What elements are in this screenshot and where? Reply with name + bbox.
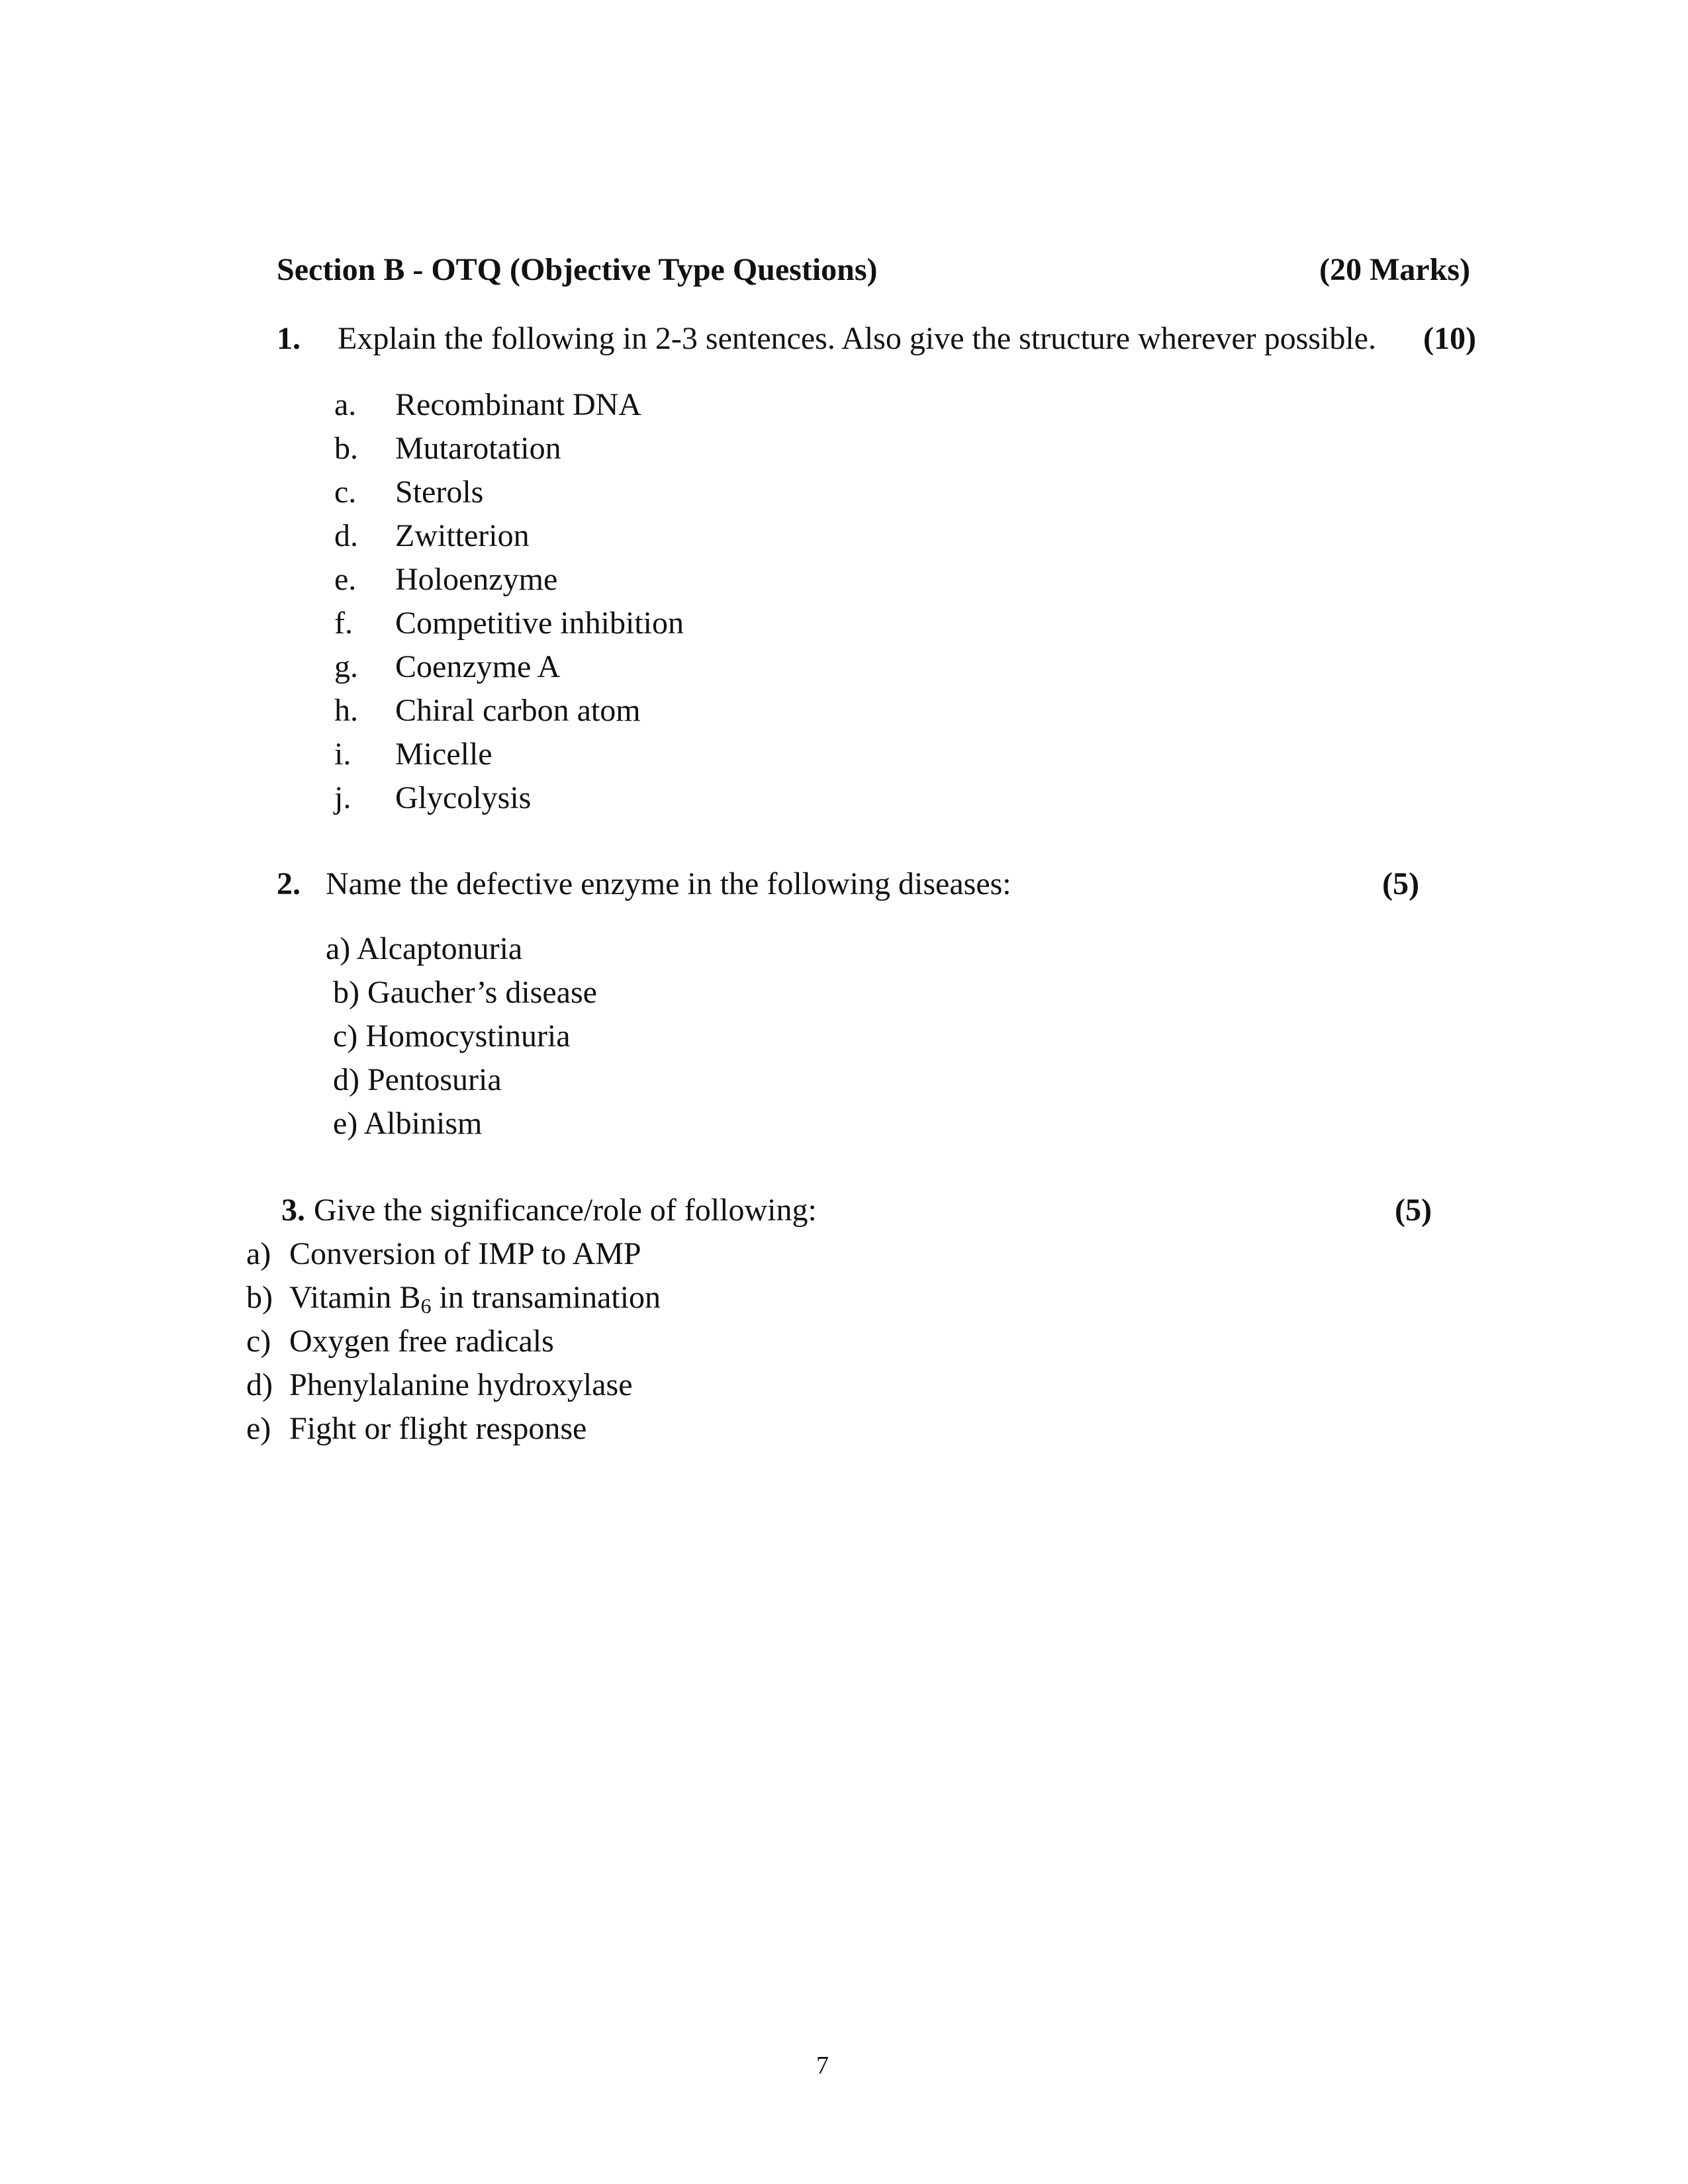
list-item-label: b.: [334, 431, 358, 466]
vitamin-subscript: 6: [420, 1294, 432, 1318]
list-item-label: a.: [334, 387, 357, 422]
list-item-label: a): [246, 1236, 271, 1271]
list-item: Sterols: [395, 475, 484, 510]
list-item: c) Homocystinuria: [333, 1019, 571, 1054]
list-item-label: e.: [334, 562, 357, 597]
q1-text: Explain the following in 2-3 sentences. Also give the structure wherever possible.: [338, 321, 1376, 356]
q2-number: 2.: [277, 866, 301, 901]
list-item: b) Gaucher’s disease: [333, 975, 597, 1010]
list-item: Fight or flight response: [289, 1411, 587, 1446]
list-item: Mutarotation: [395, 431, 561, 466]
list-item: d) Pentosuria: [333, 1062, 502, 1097]
q3-text: Give the significance/role of following:: [314, 1193, 817, 1228]
list-item: Phenylalanine hydroxylase: [289, 1367, 633, 1402]
q2-marks: (5): [1382, 866, 1419, 901]
list-item-label: c.: [334, 475, 357, 510]
list-item: Coenzyme A: [395, 649, 561, 684]
list-item: e) Albinism: [333, 1106, 483, 1141]
section-title: Section B - OTQ (Objective Type Questions): [277, 252, 878, 287]
q2-text: Name the defective enzyme in the following diseases:: [326, 866, 1011, 901]
vitamin-text-after: in transamination: [431, 1280, 661, 1315]
q3-marks: (5): [1395, 1193, 1432, 1228]
list-item: Competitive inhibition: [395, 606, 684, 641]
vitamin-text: Vitamin B: [289, 1280, 421, 1315]
list-item: a) Alcaptonuria: [326, 931, 523, 966]
list-item: Conversion of IMP to AMP: [289, 1236, 641, 1271]
list-item-label: j.: [334, 780, 352, 815]
list-item: Zwitterion: [395, 518, 530, 553]
list-item: Recombinant DNA: [395, 387, 641, 422]
list-item: Chiral carbon atom: [395, 693, 641, 728]
list-item-label: f.: [334, 606, 353, 641]
q1-marks: (10): [1423, 321, 1476, 356]
list-item: Oxygen free radicals: [289, 1324, 554, 1359]
list-item-label: h.: [334, 693, 358, 728]
list-item: Holoenzyme: [395, 562, 558, 597]
list-item: [289, 1280, 661, 1318]
list-item-label: b): [246, 1280, 273, 1315]
list-item-label: d): [246, 1367, 273, 1402]
list-item: Micelle: [395, 737, 492, 772]
q3-number: 3.: [281, 1193, 305, 1228]
section-marks: (20 Marks): [1319, 252, 1470, 287]
list-item: Glycolysis: [395, 780, 532, 815]
list-item-label: d.: [334, 518, 358, 553]
list-item-label: c): [246, 1324, 271, 1359]
list-item-label: e): [246, 1411, 271, 1446]
page-number: 7: [816, 2052, 829, 2079]
list-item-label: i.: [334, 737, 352, 772]
list-item-label: g.: [334, 649, 358, 684]
q1-number: 1.: [277, 321, 301, 356]
